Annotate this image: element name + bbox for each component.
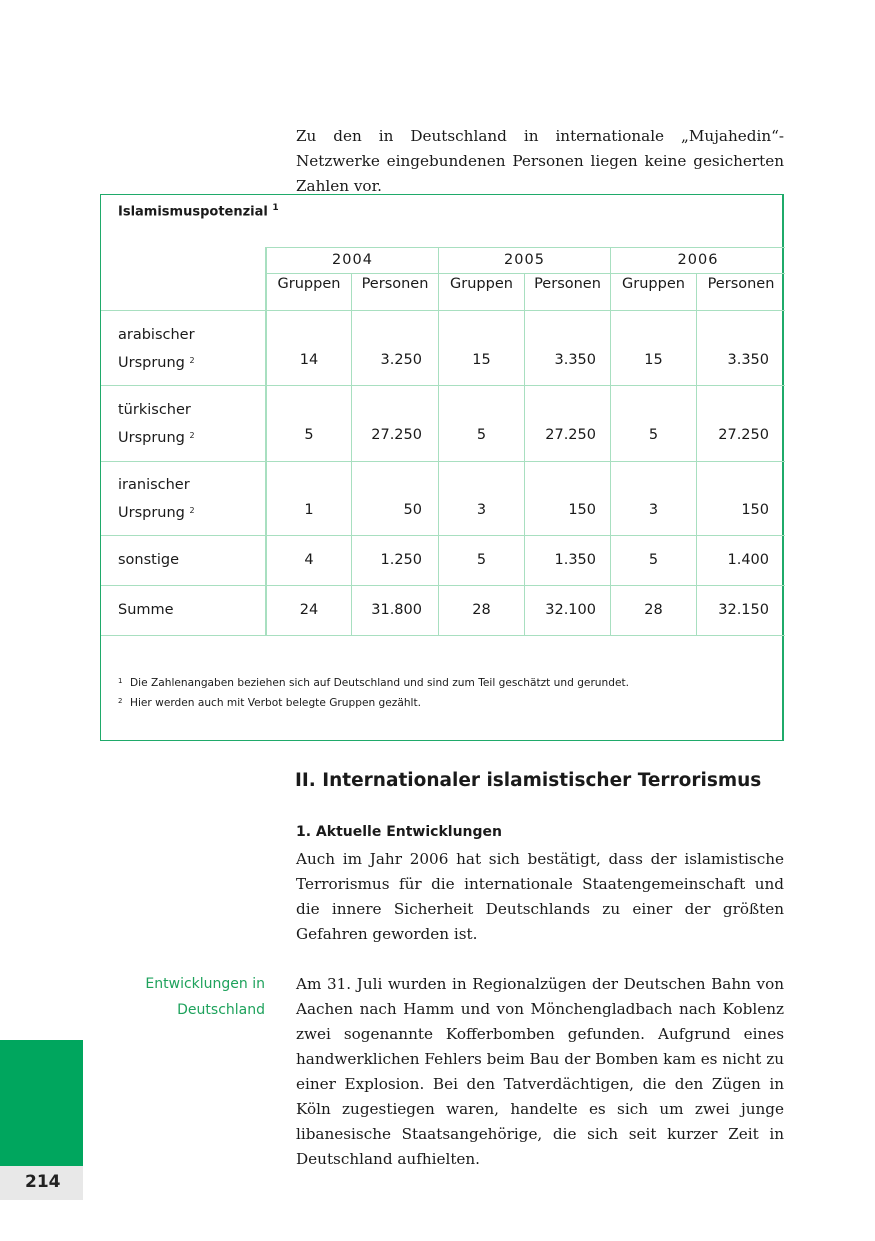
table-cell: 32.100 bbox=[545, 602, 596, 618]
subheader-gruppen-2005: Gruppen bbox=[450, 276, 513, 292]
table-footnotes bbox=[118, 672, 629, 712]
table-cell: 1.250 bbox=[380, 552, 422, 568]
table-cell: 5 bbox=[648, 552, 659, 568]
table-cell: 31.800 bbox=[371, 602, 422, 618]
year-header-2006: 2006 bbox=[677, 252, 719, 268]
table-cell: 3.350 bbox=[554, 352, 596, 368]
table-cell: 150 bbox=[741, 502, 769, 518]
table-cell: 4 bbox=[304, 552, 314, 568]
table-cell: 3 bbox=[648, 502, 659, 518]
table-cell: 3 bbox=[476, 502, 487, 518]
islamism-potential-table bbox=[100, 194, 784, 741]
subheader-gruppen-2004: Gruppen bbox=[277, 276, 341, 292]
table-cell: 5 bbox=[648, 427, 659, 443]
page-number: 214 bbox=[25, 1172, 61, 1192]
intro-paragraph: Zu den in Deutschland in internationale „Mujahedin“-Netzwerke eingebundenen Personen liegen keine gesicherten Zahlen vor. bbox=[296, 127, 784, 195]
page-number-box bbox=[0, 1166, 83, 1200]
table-cell: 5 bbox=[476, 427, 487, 443]
table-cell: 15 bbox=[472, 352, 491, 368]
table-cell: 15 bbox=[644, 352, 663, 368]
table-cell: 24 bbox=[299, 602, 319, 618]
margin-note: Entwicklungen in Deutschland bbox=[145, 976, 265, 1018]
subheader-personen-2006: Personen bbox=[707, 276, 775, 292]
row-label-arabischer: arabischer Ursprung $^2$ bbox=[118, 327, 195, 371]
paragraph-2: Am 31. Juli wurden in Regionalzügen der Deutschen Bahn von Aachen nach Hamm und von Mönchengladbach nach Koblenz zwei sogenannte Kofferbomben gefunden. Aufgrund eines handwerklichen Fehlers beim Bau der Bomben kam es nicht zu einer Explosion. Bei den Tatverdächtigen, die den Zügen in Köln zugestiegen waren, handelte es sich um zwei junge libanesische Staatsangehörige, die sich seit kurzer Zeit in Deutschland aufhielten. bbox=[296, 975, 784, 1168]
table-cell: 1 bbox=[304, 502, 314, 518]
page-edge-marker bbox=[0, 1040, 83, 1166]
year-header-2004: 2004 bbox=[332, 252, 373, 268]
table-cell: 3.350 bbox=[727, 352, 769, 368]
table-cell: 28 bbox=[472, 602, 491, 618]
table-cell: 50 bbox=[403, 502, 422, 518]
table-cell: 5 bbox=[476, 552, 487, 568]
table-cell: 1.400 bbox=[727, 552, 769, 568]
table-cell: 150 bbox=[568, 502, 596, 518]
subheader-gruppen-2006: Gruppen bbox=[622, 276, 685, 292]
subsection-heading: 1. Aktuelle Entwicklungen bbox=[296, 824, 502, 840]
table-title: Islamismuspotenzial $^1$ bbox=[118, 203, 279, 220]
table-cell: 32.150 bbox=[718, 602, 769, 618]
subheader-personen-2005: Personen bbox=[534, 276, 601, 292]
footnote-1: $^1$ Die Zahlenangaben beziehen sich auf Deutschland und sind zum Teil geschätzt und gerundet. bbox=[118, 677, 629, 689]
table-cell: 14 bbox=[299, 352, 319, 368]
table-cell: 1.350 bbox=[554, 552, 596, 568]
section-heading: II. Internationaler islamistischer Terrorismus bbox=[295, 770, 762, 791]
table-cell: 27.250 bbox=[545, 427, 596, 443]
table-cell: 5 bbox=[304, 427, 314, 443]
row-label-summe: Summe bbox=[118, 602, 174, 618]
table-cell: 3.250 bbox=[380, 352, 422, 368]
table-cell: 27.250 bbox=[718, 427, 769, 443]
row-label-sonstige: sonstige bbox=[118, 552, 180, 568]
paragraph-1: Auch im Jahr 2006 hat sich bestätigt, dass der islamistische Terrorismus für die internationale Staatengemeinschaft und die innere Sicherheit Deutschlands zu einer der größten Gefahren geworden ist. bbox=[296, 850, 784, 943]
row-label-tuerkischer: türkischer Ursprung $^2$ bbox=[118, 402, 195, 446]
footnote-2: $^2$ Hier werden auch mit Verbot belegte Gruppen gezählt. bbox=[118, 697, 422, 709]
subheader-personen-2004: Personen bbox=[361, 276, 429, 292]
table-cell: 27.250 bbox=[371, 427, 422, 443]
row-label-iranischer: iranischer Ursprung $^2$ bbox=[118, 477, 195, 521]
table-cell: 28 bbox=[644, 602, 663, 618]
year-header-2005: 2005 bbox=[504, 252, 545, 268]
